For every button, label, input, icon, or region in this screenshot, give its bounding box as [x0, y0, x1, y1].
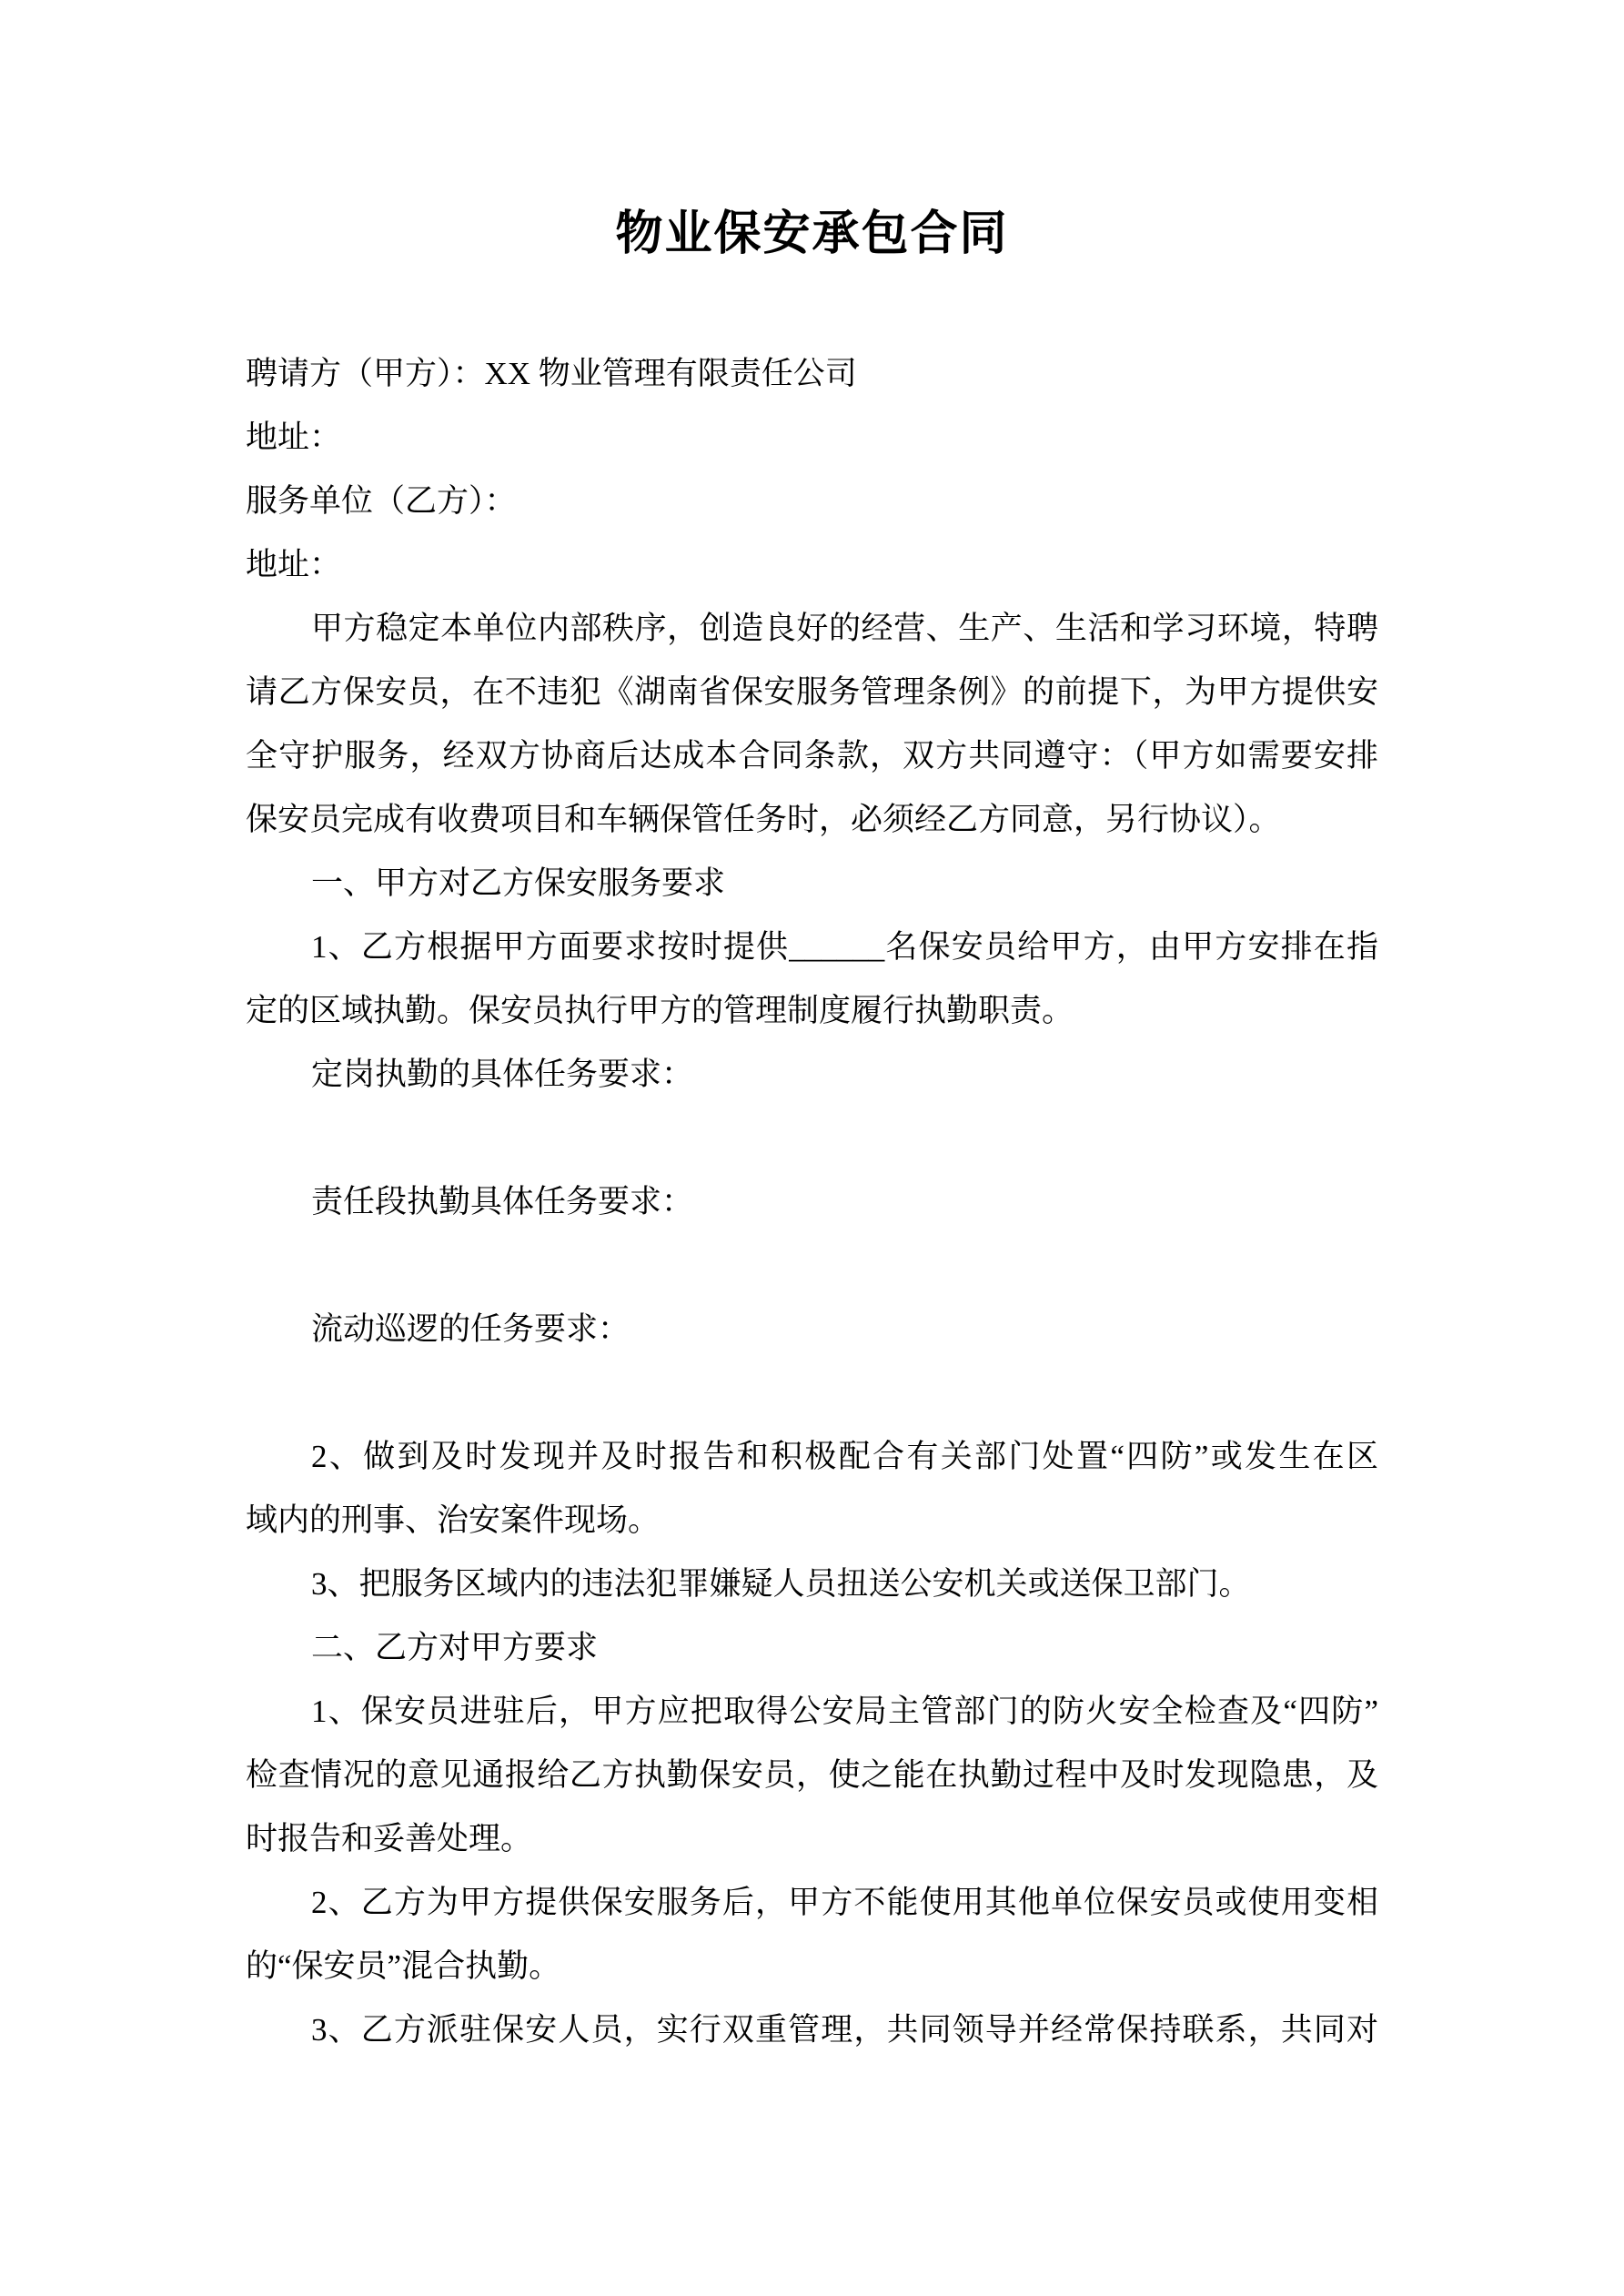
text-line: 时报告和妥善处理。: [246, 1821, 533, 1856]
text-line: 地址：: [246, 420, 342, 455]
text-line: 1、乙方根据甲方面要求按时提供______名保安员给甲方，由甲方安排在指: [311, 929, 1378, 965]
blank-line: [246, 1107, 1378, 1170]
text-line: 请乙方保安员，在不违犯《湖南省保安服务管理条例》的前提下，为甲方提供安: [246, 674, 1378, 710]
text-line: 域内的刑事、治安案件现场。: [246, 1502, 661, 1538]
text-line: 聘请方（甲方）：XX 物业管理有限责任公司: [246, 356, 857, 391]
text-line: 2、乙方为甲方提供保安服务后，甲方不能使用其他单位保安员或使用变相: [311, 1885, 1378, 1920]
text-line: 服务单位（乙方）：: [246, 483, 517, 519]
text-line: 甲方稳定本单位内部秩序，创造良好的经营、生产、生活和学习环境，特聘: [311, 611, 1378, 646]
text-line: 1、保安员进驻后，甲方应把取得公安局主管部门的防火安全检查及“四防”: [311, 1694, 1378, 1729]
document-title: 物业保安承包合同: [615, 207, 1009, 260]
text-line: 地址：: [246, 547, 342, 582]
text-line: 3、乙方派驻保安人员，实行双重管理，共同领导并经常保持联系，共同对: [311, 2012, 1378, 2048]
text-line: 定的区域执勤。保安员执行甲方的管理制度履行执勤职责。: [246, 993, 1074, 1028]
text-line: 二、乙方对甲方要求: [311, 1630, 599, 1665]
text-line: 的“保安员”混合执勤。: [246, 1948, 561, 1984]
text-line: 定岗执勤的具体任务要求：: [311, 1057, 694, 1092]
text-line: 全守护服务，经双方协商后达成本合同条款，双方共同遵守：（甲方如需要安排: [246, 738, 1378, 774]
text-line: 一、甲方对乙方保安服务要求: [311, 865, 726, 901]
text-line: 3、把服务区域内的违法犯罪嫌疑人员扭送公安机关或送保卫部门。: [311, 1566, 1251, 1602]
text-line: 保安员完成有收费项目和车辆保管任务时，必须经乙方同意，另行协议）。: [246, 802, 1281, 837]
text-line: 2、做到及时发现并及时报告和积极配合有关部门处置“四防”或发生在区: [311, 1439, 1378, 1474]
text-line: 责任段执勤具体任务要求：: [311, 1184, 694, 1219]
text-line: 检查情况的意见通报给乙方执勤保安员，使之能在执勤过程中及时发现隐患，及: [246, 1757, 1378, 1793]
blank-line: [246, 1361, 1378, 1425]
document-body: [246, 342, 1378, 2062]
text-line: 流动巡逻的任务要求：: [311, 1311, 630, 1347]
blank-line: [246, 1234, 1378, 1298]
